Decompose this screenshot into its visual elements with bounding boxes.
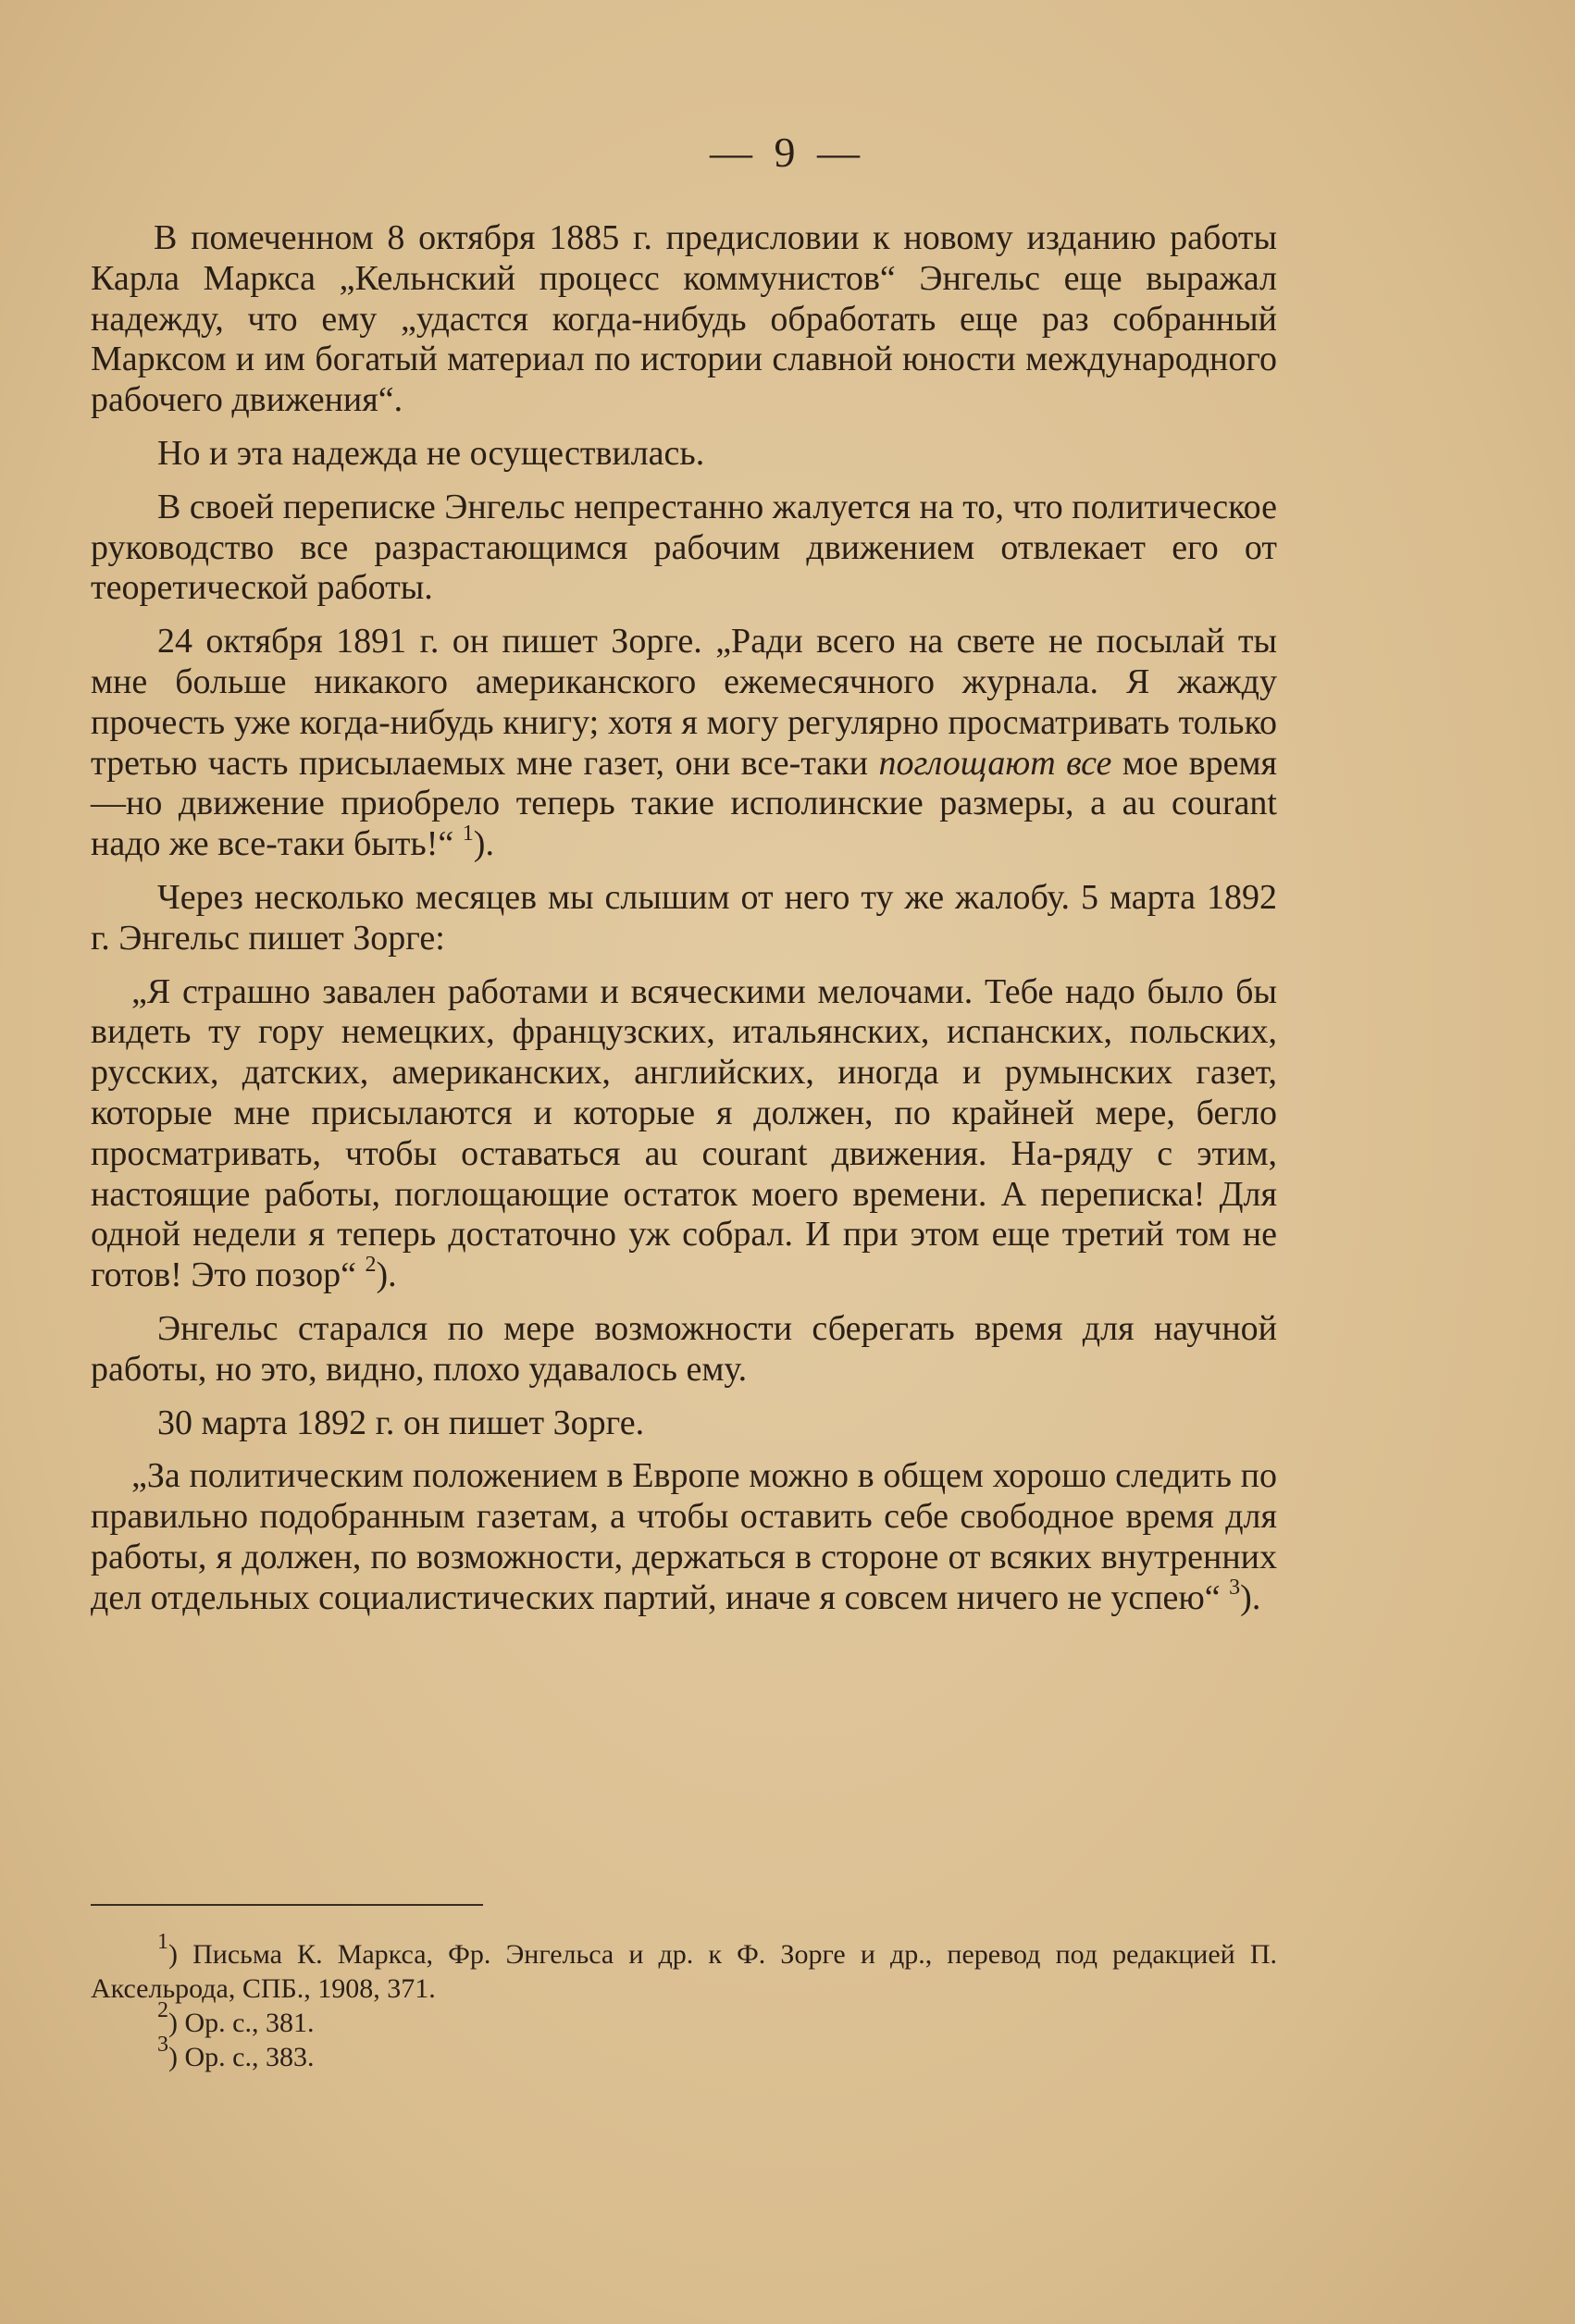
paragraph-3: В своей переписке Энгельс непрестанно жалуется на то, что политическое руководство все разрастающимся рабочим движением отвлекает его от теоретической работы. (91, 487, 1277, 608)
paragraph-9-text-end: ). (1240, 1577, 1261, 1617)
paragraph-9-text: „За политическим положением в Европе можно в общем хорошо следить по правильно подобранным газетам, а чтобы оставить себе свободное время для работы, я должен, по возможности, держаться в стороне от всяких внутренних дел отдельных социалистических партий, иначе я совсем ничего не успею“ (91, 1456, 1277, 1617)
paragraph-4-text-after: мое время—но движение приобрело теперь такие исполинские размеры, а au courant надо же все-таки быть!“ (91, 743, 1277, 864)
main-text (91, 218, 1277, 1632)
page-number: — 9 — (710, 129, 865, 176)
paragraph-6-text-end: ). (376, 1255, 397, 1295)
footnote-mark-1: 1 (157, 1930, 168, 1954)
paragraph-4-text-before: 24 октября 1891 г. он пишет Зорге. „Ради всего на свете не посылай ты мне больше никакого американского ежемесячного журнала. Я жажду прочесть уже когда-нибудь книгу; хотя я могу регулярно просматривать только третью часть присылаемых мне газет, они все-таки (91, 622, 1277, 783)
italic-emphasis: поглощают все (878, 743, 1112, 783)
paragraph-8: 30 марта 1892 г. он пишет Зорге. (157, 1403, 645, 1442)
paragraph-1: В помеченном 8 октября 1885 г. предисловии к новому изданию работы Карла Маркса „Кельнский процесс коммунистов“ Энгельс еще выражал надежду, что ему „удастся когда-нибудь обработать еще раз собранный Марксом и им богатый материал по истории славной юности международного рабочего движения“. (91, 218, 1277, 420)
footnote-3-text: ) Ор. с., 383. (168, 2042, 315, 2072)
footnotes (91, 1930, 1277, 2074)
paragraph-4 (91, 622, 1277, 865)
footnote-1 (91, 1930, 1277, 2006)
footnote-mark-3: 3 (157, 2033, 168, 2057)
footnote-2-text: ) Ор. с., 381. (168, 2008, 315, 2038)
footnote-ref-2[interactable]: 2 (365, 1253, 377, 1278)
paragraph-6 (91, 972, 1277, 1296)
footnote-ref-1[interactable]: 1 (462, 822, 474, 847)
paragraph-6-text: „Я страшно завален работами и всяческими мелочами. Тебе надо было бы видеть ту гору немецких, французских, итальянских, испанских, польских, русских, датских, американских, английских, иногда и румынских газет, которые мне присылаются и которые я должен, по крайней мере, бегло просматривать, чтобы оставаться au courant движения. На-ряду с этим, настоящие работы, поглощающие остаток моего времени. А переписка! Для одной недели я теперь достаточно уж собрал. И при этом еще третий том не готов! Это позор“ (91, 971, 1277, 1295)
footnote-ref-3[interactable]: 3 (1229, 1575, 1241, 1600)
paragraph-5: Через несколько месяцев мы слышим от него ту же жалобу. 5 марта 1892 г. Энгельс пишет Зорге: (91, 877, 1277, 958)
footnote-3 (91, 2033, 1277, 2074)
paragraph-4-text-end: ). (473, 824, 494, 864)
footnote-2 (91, 1998, 1277, 2040)
footnote-mark-2: 2 (157, 1998, 168, 2022)
paragraph-7: Энгельс старался по мере возможности сберегать время для научной работы, но это, видно, плохо удавалось ему. (91, 1308, 1277, 1389)
footnote-1-text: ) Письма К. Маркса, Фр. Энгельса и др. к Ф. Зорге и др., перевод под редакцией П. Аксельрода, СПБ., 1908, 371. (91, 1939, 1277, 2004)
paragraph-9 (91, 1456, 1277, 1618)
footnote-divider (91, 1904, 483, 1906)
paragraph-2: Но и эта надежда не осуществилась. (157, 433, 705, 473)
